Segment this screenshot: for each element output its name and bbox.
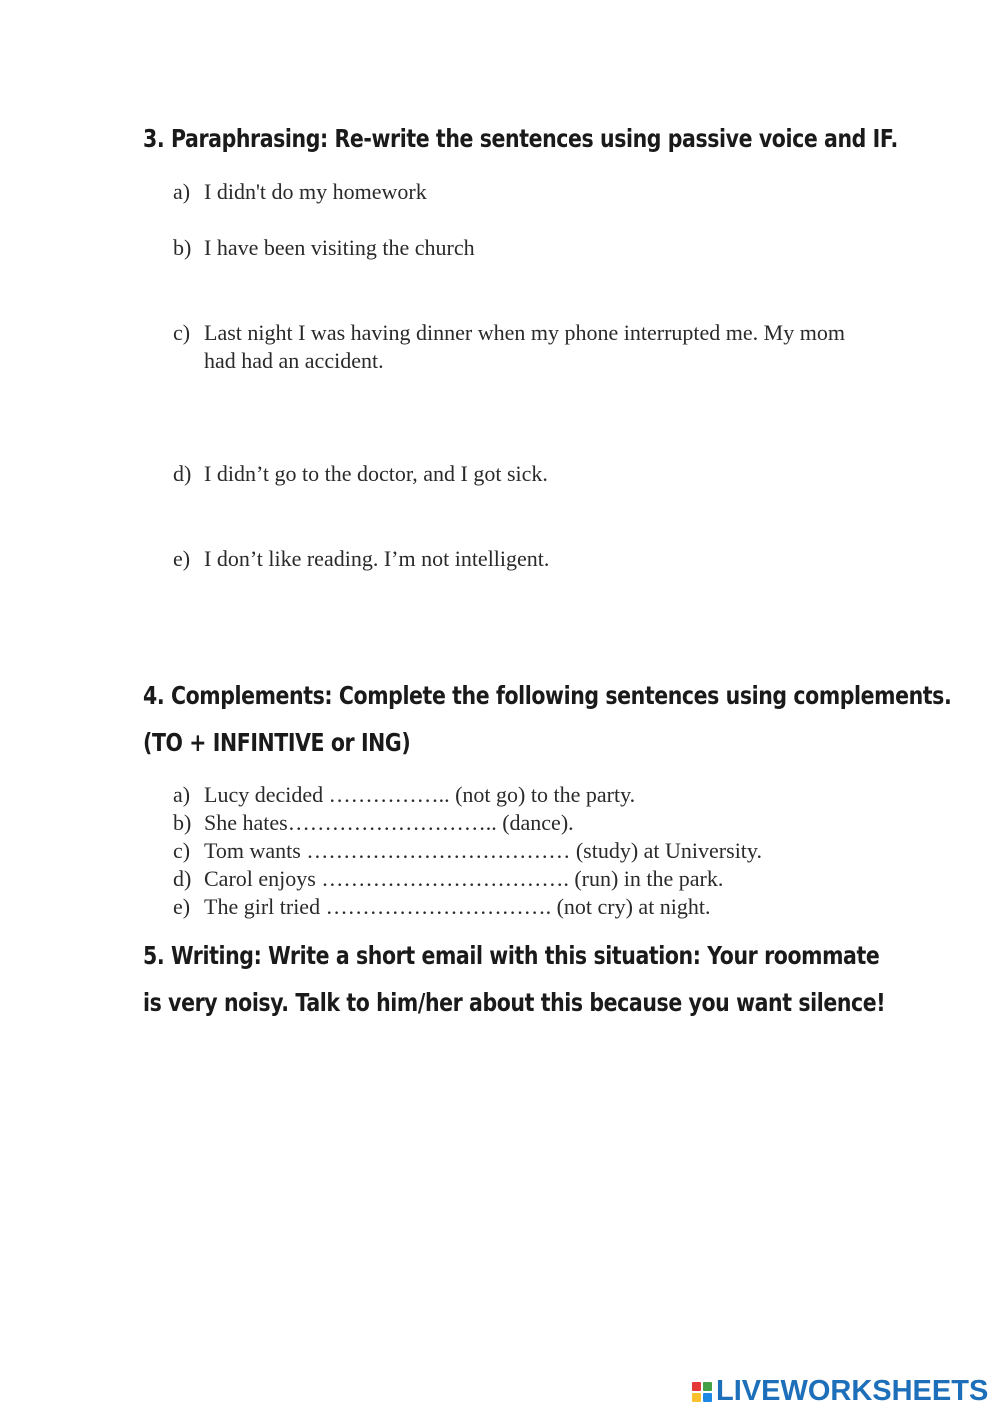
item-text: She hates……………………….. (dance). — [204, 810, 574, 835]
item-letter: e) — [173, 546, 191, 571]
item-letter: e) — [173, 894, 191, 919]
item-letter: a) — [173, 782, 191, 807]
item-letter: d) — [173, 461, 192, 486]
list-item — [173, 460, 864, 488]
item-text: I don’t like reading. I’m not intelligent. — [204, 546, 550, 571]
list-item — [173, 865, 864, 893]
liveworksheets-logo-icon — [692, 1382, 712, 1402]
item-text: Lucy decided …………….. (not go) to the party. — [204, 782, 636, 807]
list-item — [173, 837, 864, 865]
section-5-heading: 5. Writing: Write a short email with this situation: Your roommate — [143, 941, 880, 970]
list-item — [173, 178, 864, 206]
item-letter: d) — [173, 866, 192, 891]
item-text: I didn't do my homework — [204, 179, 427, 204]
item-text: Tom wants ……………………………… (study) at University. — [204, 838, 762, 863]
list-item — [173, 893, 864, 921]
item-letter: b) — [173, 235, 192, 260]
item-text: I didn’t go to the doctor, and I got sick. — [204, 461, 548, 486]
item-letter: a) — [173, 179, 191, 204]
list-item — [173, 809, 864, 837]
section-5-heading-line2: is very noisy. Talk to him/her about this because you want silence! — [143, 988, 886, 1017]
item-text: I have been visiting the church — [204, 235, 475, 260]
list-item — [173, 234, 864, 262]
section-3-heading: 3. Paraphrasing: Re-write the sentences using passive voice and IF. — [143, 124, 898, 153]
section-4-heading: 4. Complements: Complete the following sentences using complements. — [143, 681, 952, 710]
list-item — [173, 781, 864, 809]
list-item — [173, 319, 864, 375]
list-item — [173, 545, 864, 573]
item-letter: c) — [173, 320, 191, 345]
liveworksheets-logo — [692, 1375, 988, 1408]
item-letter: c) — [173, 838, 191, 863]
item-text: Last night I was having dinner when my phone interrupted me. My mom had had an accident. — [204, 320, 845, 373]
item-text: The girl tried …………………………. (not cry) at night. — [204, 894, 711, 919]
logo-text: LIVEWORKSHEETS — [716, 1375, 989, 1407]
item-letter: b) — [173, 810, 192, 835]
item-text: Carol enjoys ……………………………. (run) in the park. — [204, 866, 724, 891]
section-4-subheading: (TO + INFINTIVE or ING) — [143, 728, 411, 757]
